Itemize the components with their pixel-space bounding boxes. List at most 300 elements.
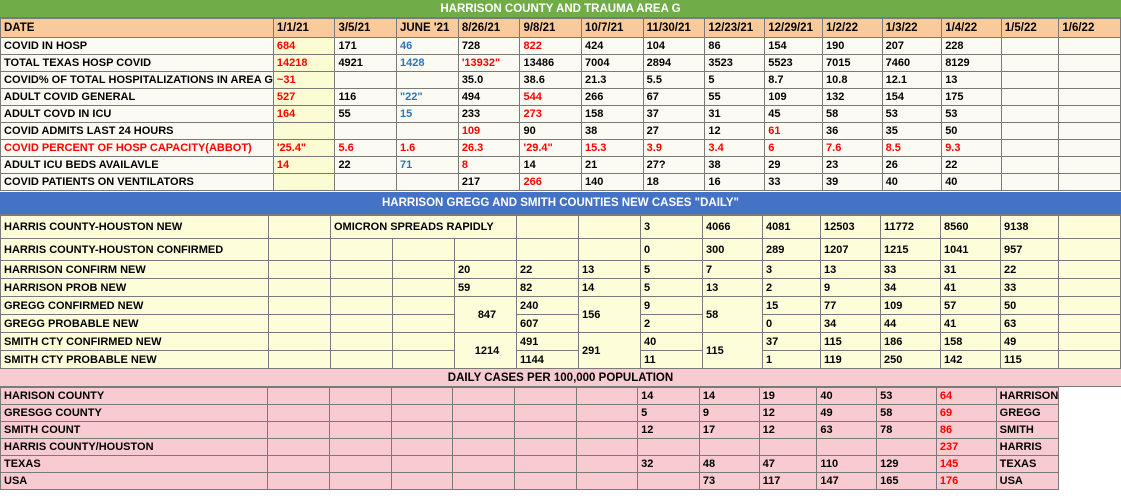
cell: [1059, 89, 1121, 106]
cell: 40: [882, 174, 942, 191]
omicron-note: OMICRON SPREADS RAPIDLY: [331, 216, 517, 239]
cell: 10.8: [823, 72, 883, 89]
column-header: 1/4/22: [942, 19, 1002, 38]
table-row: [1, 315, 1121, 333]
cell: 61: [765, 123, 823, 140]
row-label: HARRISON PROB NEW: [1, 279, 269, 297]
cell: 0: [763, 315, 821, 333]
cell: 12: [759, 405, 817, 422]
cell: 1144: [517, 351, 579, 369]
cell: 3.4: [705, 140, 765, 157]
cell: [1059, 157, 1121, 174]
column-header: 11/30/21: [643, 19, 705, 38]
cell: 6: [765, 140, 823, 157]
per-capita-table: [0, 387, 1121, 490]
row-tag: SMITH: [996, 422, 1059, 439]
cell: 41: [941, 279, 1001, 297]
cell: 527: [273, 89, 335, 106]
cell: 15.3: [582, 140, 644, 157]
row-tag: GREGG: [996, 405, 1059, 422]
cell: 14: [273, 157, 335, 174]
cell: 494: [458, 89, 520, 106]
cell: 40: [942, 174, 1002, 191]
cell: 71: [396, 157, 458, 174]
cell: 5: [638, 405, 700, 422]
column-header: 1/5/22: [1001, 19, 1059, 38]
cell: [1001, 89, 1059, 106]
cell: 31: [705, 106, 765, 123]
cell: 33: [1001, 279, 1059, 297]
row-label: COVID% OF TOTAL HOSPITALIZATIONS IN AREA G: [1, 72, 274, 89]
cell: [759, 439, 817, 456]
column-header: 12/29/21: [765, 19, 823, 38]
cell: '29.4": [520, 140, 582, 157]
cell: 154: [765, 38, 823, 55]
column-header: 3/5/21: [335, 19, 397, 38]
cell: 3: [641, 216, 703, 239]
cell: 36: [823, 123, 883, 140]
table-row: [1, 157, 1121, 174]
cell: 207: [882, 38, 942, 55]
cell: 140: [582, 174, 644, 191]
cell: 90: [520, 123, 582, 140]
cell: 55: [705, 89, 765, 106]
cell: 1041: [941, 239, 1001, 261]
cell: 104: [643, 38, 705, 55]
cell: [1001, 174, 1059, 191]
cell: 12: [705, 123, 765, 140]
cell: 33: [881, 261, 941, 279]
table-row: [1, 55, 1121, 72]
cell: 164: [273, 106, 335, 123]
cell: 55: [335, 106, 397, 123]
cell: 8560: [941, 216, 1001, 239]
row-label: COVID ADMITS LAST 24 HOURS: [1, 123, 274, 140]
cell: [1001, 38, 1059, 55]
cell: 21: [582, 157, 644, 174]
cell: 73: [699, 473, 759, 490]
cell: 31: [941, 261, 1001, 279]
row-label: USA: [1, 473, 268, 490]
new-cases-table: [0, 215, 1121, 369]
cell: 2: [641, 315, 703, 333]
cell: [638, 439, 700, 456]
cell: 240: [517, 297, 579, 315]
cell: 35: [882, 123, 942, 140]
cell: 4066: [703, 216, 763, 239]
row-label: HARISON COUNTY: [1, 388, 268, 405]
cell: 5: [641, 261, 703, 279]
column-header: 1/1/21: [273, 19, 335, 38]
cell: 37: [643, 106, 705, 123]
cell: [1059, 140, 1121, 157]
cell: 176: [936, 473, 996, 490]
new-cases-section-title: HARRISON GREGG AND SMITH COUNTIES NEW CASES "DAILY": [0, 192, 1121, 215]
cell: 607: [517, 315, 579, 333]
cell: 165: [877, 473, 937, 490]
cell: 20: [455, 261, 517, 279]
table-row: [1, 439, 1121, 456]
cell: 67: [643, 89, 705, 106]
cell: 78: [877, 422, 937, 439]
cell: 9: [641, 297, 703, 315]
cell: 142: [941, 351, 1001, 369]
row-tag: HARRISON: [996, 388, 1059, 405]
cell: 5: [705, 72, 765, 89]
cell: [1001, 140, 1059, 157]
cell: 14: [699, 388, 759, 405]
cell: 58: [877, 405, 937, 422]
cell: [1059, 55, 1121, 72]
cell: [396, 123, 458, 140]
cell: 26.3: [458, 140, 520, 157]
cell: 57: [941, 297, 1001, 315]
cell: [1059, 72, 1121, 89]
cell: 3523: [705, 55, 765, 72]
table-row: [1, 333, 1121, 351]
cell: 2: [763, 279, 821, 297]
cell: 29: [765, 157, 823, 174]
row-label: ADULT COVID GENERAL: [1, 89, 274, 106]
row-label: HARRISON CONFIRM NEW: [1, 261, 269, 279]
cell: 1215: [881, 239, 941, 261]
merged-cell: 1214: [455, 333, 517, 369]
cell: [396, 72, 458, 89]
cell: 50: [942, 123, 1002, 140]
cell: 59: [455, 279, 517, 297]
cell: 119: [821, 351, 881, 369]
row-label: HARRIS COUNTY-HOUSTON NEW: [1, 216, 269, 239]
cell: 186: [881, 333, 941, 351]
cell: 26: [882, 157, 942, 174]
cell: 1428: [396, 55, 458, 72]
cell: 9.3: [942, 140, 1002, 157]
row-label: GRESGG COUNTY: [1, 405, 268, 422]
cell: 1.6: [396, 140, 458, 157]
cell: 15: [763, 297, 821, 315]
row-label: COVID PERCENT OF HOSP CAPACITY(ABBOT): [1, 140, 274, 157]
cell: [335, 72, 397, 89]
column-header: JUNE '21: [396, 19, 458, 38]
cell: 38: [582, 123, 644, 140]
cell: 11772: [881, 216, 941, 239]
table-row: [1, 279, 1121, 297]
cell: 53: [882, 106, 942, 123]
cell: 822: [520, 38, 582, 55]
cell: 22: [1001, 261, 1059, 279]
cell: 147: [817, 473, 877, 490]
cell: 21.3: [582, 72, 644, 89]
cell: [1059, 123, 1121, 140]
cell: 544: [520, 89, 582, 106]
cell: 12: [638, 422, 700, 439]
cell: [1001, 123, 1059, 140]
cell: 115: [1001, 351, 1059, 369]
cell: 34: [821, 315, 881, 333]
cell: 8129: [942, 55, 1002, 72]
cell: 132: [823, 89, 883, 106]
cell: 41: [941, 315, 1001, 333]
cell: '13932": [458, 55, 520, 72]
cell: 13: [942, 72, 1002, 89]
row-label: TOTAL TEXAS HOSP COVID: [1, 55, 274, 72]
merged-cell: 58: [703, 297, 763, 333]
sheet-title: HARRISON COUNTY AND TRAUMA AREA G: [0, 0, 1121, 18]
cell: 82: [517, 279, 579, 297]
header-row: [1, 19, 1121, 38]
cell: 22: [517, 261, 579, 279]
cell: 5.5: [643, 72, 705, 89]
cell: 233: [458, 106, 520, 123]
cell: 44: [881, 315, 941, 333]
cell: 50: [1001, 297, 1059, 315]
cell: 154: [882, 89, 942, 106]
cell: [638, 473, 700, 490]
table-row: [1, 456, 1121, 473]
table-row: [1, 216, 1121, 239]
cell: 115: [821, 333, 881, 351]
cell: 175: [942, 89, 1002, 106]
cell: 9138: [1001, 216, 1059, 239]
cell: 1: [763, 351, 821, 369]
cell: 5523: [765, 55, 823, 72]
cell: 8.5: [882, 140, 942, 157]
cell: 23: [823, 157, 883, 174]
cell: 7460: [882, 55, 942, 72]
cell: [877, 439, 937, 456]
cell: 3.9: [643, 140, 705, 157]
cell: 266: [520, 174, 582, 191]
cell: 728: [458, 38, 520, 55]
cell: 190: [823, 38, 883, 55]
cell: [1059, 106, 1121, 123]
cell: 39: [823, 174, 883, 191]
cell: 110: [817, 456, 877, 473]
cell: 27?: [643, 157, 705, 174]
cell: [699, 439, 759, 456]
table-row: [1, 123, 1121, 140]
cell: [273, 174, 335, 191]
table-row: [1, 72, 1121, 89]
cell: 9: [821, 279, 881, 297]
cell: 38.6: [520, 72, 582, 89]
column-header: 10/7/21: [582, 19, 644, 38]
cell: ~31: [273, 72, 335, 89]
cell: 47: [759, 456, 817, 473]
column-header: 9/8/21: [520, 19, 582, 38]
cell: 11: [641, 351, 703, 369]
cell: 9: [699, 405, 759, 422]
cell: 145: [936, 456, 996, 473]
row-tag: TEXAS: [996, 456, 1059, 473]
cell: 58: [823, 106, 883, 123]
table-row: [1, 405, 1121, 422]
table-row: [1, 297, 1121, 315]
column-header: 1/6/22: [1059, 19, 1121, 38]
cell: 13: [703, 279, 763, 297]
table-row: [1, 261, 1121, 279]
cell: 250: [881, 351, 941, 369]
cell: 14: [520, 157, 582, 174]
cell: 491: [517, 333, 579, 351]
cell: "22": [396, 89, 458, 106]
row-label: SMITH COUNT: [1, 422, 268, 439]
table-row: [1, 140, 1121, 157]
row-label: GREGG CONFIRMED NEW: [1, 297, 269, 315]
cell: 217: [458, 174, 520, 191]
cell: 16: [705, 174, 765, 191]
cell: 117: [759, 473, 817, 490]
row-label: ADULT ICU BEDS AVAILAVLE: [1, 157, 274, 174]
cell: [1001, 106, 1059, 123]
cell: 7004: [582, 55, 644, 72]
cell: 40: [641, 333, 703, 351]
table-row: [1, 351, 1121, 369]
cell: 109: [881, 297, 941, 315]
cell: 289: [763, 239, 821, 261]
cell: [1001, 72, 1059, 89]
cell: 13: [579, 261, 641, 279]
merged-cell: 291: [579, 333, 641, 369]
cell: 38: [705, 157, 765, 174]
cell: 4081: [763, 216, 821, 239]
merged-cell: 115: [703, 333, 763, 369]
cell: 109: [765, 89, 823, 106]
row-label: COVID IN HOSP: [1, 38, 274, 55]
cell: 116: [335, 89, 397, 106]
cell: 129: [877, 456, 937, 473]
table-row: [1, 388, 1121, 405]
cell: 158: [941, 333, 1001, 351]
cell: 13486: [520, 55, 582, 72]
cell: 35.0: [458, 72, 520, 89]
cell: '25.4": [273, 140, 335, 157]
cell: 684: [273, 38, 335, 55]
cell: 48: [699, 456, 759, 473]
cell: 53: [877, 388, 937, 405]
column-header: 8/26/21: [458, 19, 520, 38]
cell: 8: [458, 157, 520, 174]
cell: 158: [582, 106, 644, 123]
row-label: TEXAS: [1, 456, 268, 473]
cell: 22: [335, 157, 397, 174]
cell: [273, 123, 335, 140]
cell: 19: [759, 388, 817, 405]
cell: 300: [703, 239, 763, 261]
row-label: GREGG PROBABLE NEW: [1, 315, 269, 333]
table-row: [1, 38, 1121, 55]
cell: 5: [641, 279, 703, 297]
per-capita-section-title: DAILY CASES PER 100,000 POPULATION: [0, 368, 1121, 387]
cell: 7: [703, 261, 763, 279]
row-label: SMITH CTY CONFIRMED NEW: [1, 333, 269, 351]
merged-cell: 847: [455, 297, 517, 333]
cell: 34: [881, 279, 941, 297]
cell: 15: [396, 106, 458, 123]
cell: 17: [699, 422, 759, 439]
cell: 12.1: [882, 72, 942, 89]
cell: 53: [942, 106, 1002, 123]
row-label: COVID PATIENTS ON VENTILATORS: [1, 174, 274, 191]
date-header: DATE: [1, 19, 274, 38]
cell: [396, 174, 458, 191]
cell: [817, 439, 877, 456]
cell: 63: [817, 422, 877, 439]
cell: 46: [396, 38, 458, 55]
cell: 45: [765, 106, 823, 123]
cell: 5.6: [335, 140, 397, 157]
cell: 14: [638, 388, 700, 405]
cell: 957: [1001, 239, 1059, 261]
cell: [1001, 55, 1059, 72]
cell: 40: [817, 388, 877, 405]
cell: 14: [579, 279, 641, 297]
cell: 22: [942, 157, 1002, 174]
cell: 0: [641, 239, 703, 261]
cell: 63: [1001, 315, 1059, 333]
cell: 12: [759, 422, 817, 439]
cell: 424: [582, 38, 644, 55]
cell: 37: [763, 333, 821, 351]
hospital-stats-table: [0, 18, 1121, 191]
table-row: [1, 174, 1121, 191]
cell: 33: [765, 174, 823, 191]
cell: [1059, 174, 1121, 191]
cell: 3: [763, 261, 821, 279]
cell: 7.6: [823, 140, 883, 157]
cell: 77: [821, 297, 881, 315]
cell: [335, 123, 397, 140]
cell: 4921: [335, 55, 397, 72]
cell: 171: [335, 38, 397, 55]
cell: 14218: [273, 55, 335, 72]
cell: 7015: [823, 55, 883, 72]
cell: 64: [936, 388, 996, 405]
cell: [1001, 157, 1059, 174]
cell: 18: [643, 174, 705, 191]
row-label: SMITH CTY PROBABLE NEW: [1, 351, 269, 369]
row-label: ADULT COVD IN ICU: [1, 106, 274, 123]
cell: 228: [942, 38, 1002, 55]
table-row: [1, 89, 1121, 106]
cell: 69: [936, 405, 996, 422]
row-tag: USA: [996, 473, 1059, 490]
cell: 1207: [821, 239, 881, 261]
cell: 2894: [643, 55, 705, 72]
cell: 27: [643, 123, 705, 140]
cell: 32: [638, 456, 700, 473]
cell: 8.7: [765, 72, 823, 89]
cell: 12503: [821, 216, 881, 239]
cell: [1059, 38, 1121, 55]
cell: 49: [1001, 333, 1059, 351]
cell: 266: [582, 89, 644, 106]
cell: 86: [705, 38, 765, 55]
cell: 13: [821, 261, 881, 279]
table-row: [1, 473, 1121, 490]
table-row: [1, 422, 1121, 439]
merged-cell: 156: [579, 297, 641, 333]
column-header: 12/23/21: [705, 19, 765, 38]
cell: [335, 174, 397, 191]
table-row: [1, 239, 1121, 261]
cell: 49: [817, 405, 877, 422]
cell: 273: [520, 106, 582, 123]
cell: 109: [458, 123, 520, 140]
row-label: HARRIS COUNTY-HOUSTON CONFIRMED: [1, 239, 269, 261]
row-tag: HARRIS: [996, 439, 1059, 456]
table-row: [1, 106, 1121, 123]
